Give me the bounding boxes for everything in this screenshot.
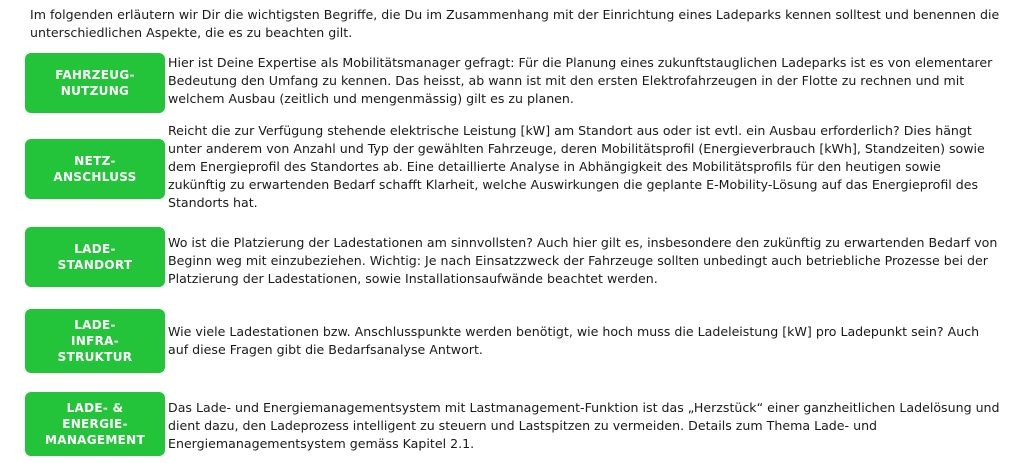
badge-ladestandort: LADE- STANDORT (25, 227, 165, 287)
badge-netzanschluss: NETZ- ANSCHLUSS (25, 139, 165, 199)
intro-text: Im folgenden erläutern wir Dir die wichtigsten Begriffe, die Du im Zusammenhang mit der Einrichtung eines Ladeparks kennen solltest und benennen die unterschiedlichen Aspekte, die es zu beachten gilt. (30, 7, 1000, 40)
description-fahrzeugnutzung: Hier ist Deine Expertise als Mobilitätsmanager gefragt: Für die Planung eines zukunftstauglichen Ladeparks ist es von elementarer Bedeutung den Umfang zu kennen. Das heisst, ab wann ist mit den ersten Elektrofahrzeugen in der Flotte zu rechnen und mit welchem Ausbau (zeitlich und mengenmässig) gilt es zu planen. (168, 55, 993, 106)
badge-lade-energiemanagement: LADE- & ENERGIE- MANAGEMENT (25, 392, 165, 456)
description-ladeinfrastruktur: Wie viele Ladestationen bzw. Anschlusspunkte werden benötigt, wie hoch muss die Ladeleistung [kW] pro Ladepunkt sein? Auch auf diese Fragen gibt die Bedarfsanalyse Antwort. (168, 324, 980, 357)
description-lade-energiemanagement: Das Lade- und Energiemanagementsystem mit Lastmanagement-Funktion ist das „Herzstück“ einer ganzheitlichen Ladelösung und dient dazu, den Ladeprozess intelligent zu steuern und Lastspitzen zu vermeiden. Details zum Thema Lade- und Energiemanagementsystem gemäss Kapitel 2.1. (168, 400, 1000, 451)
description-netzanschluss: Reicht die zur Verfügung stehende elektrische Leistung [kW] am Standort aus oder ist evtl. ein Ausbau erforderlich? Dies hängt unter anderem von Anzahl und Typ der gewählten Fahrzeuge, deren Mobilitätsprofil (Energieverbrauch [kWh], Standzeiten) sowie dem Energieprofil des Standortes ab. Eine detaillierte Analyse in Abhängigkeit des Mobilitätsprofils für den heutigen sowie zukünftig zu erwartenden Bedarf schafft Klarheit, welche Auswirkungen die geplante E-Mobility-Lösung auf das Energieprofil des Standorts hat. (168, 123, 985, 210)
description-ladestandort: Wo ist die Platzierung der Ladestationen am sinnvollsten? Auch hier gilt es, insbesondere den zukünftig zu erwartenden Bedarf von Beginn weg mit einzubeziehen. Wichtig: Je nach Einsatzzweck der Fahrzeuge sollten unbedingt auch betriebliche Prozesse bei der Platzierung der Ladestationen, sowie Installationsaufwände beachtet werden. (168, 235, 998, 286)
badge-fahrzeugnutzung: FAHRZEUG- NUTZUNG (25, 53, 165, 113)
badge-ladeinfrastruktur: LADE- INFRA- STRUKTUR (25, 309, 165, 373)
